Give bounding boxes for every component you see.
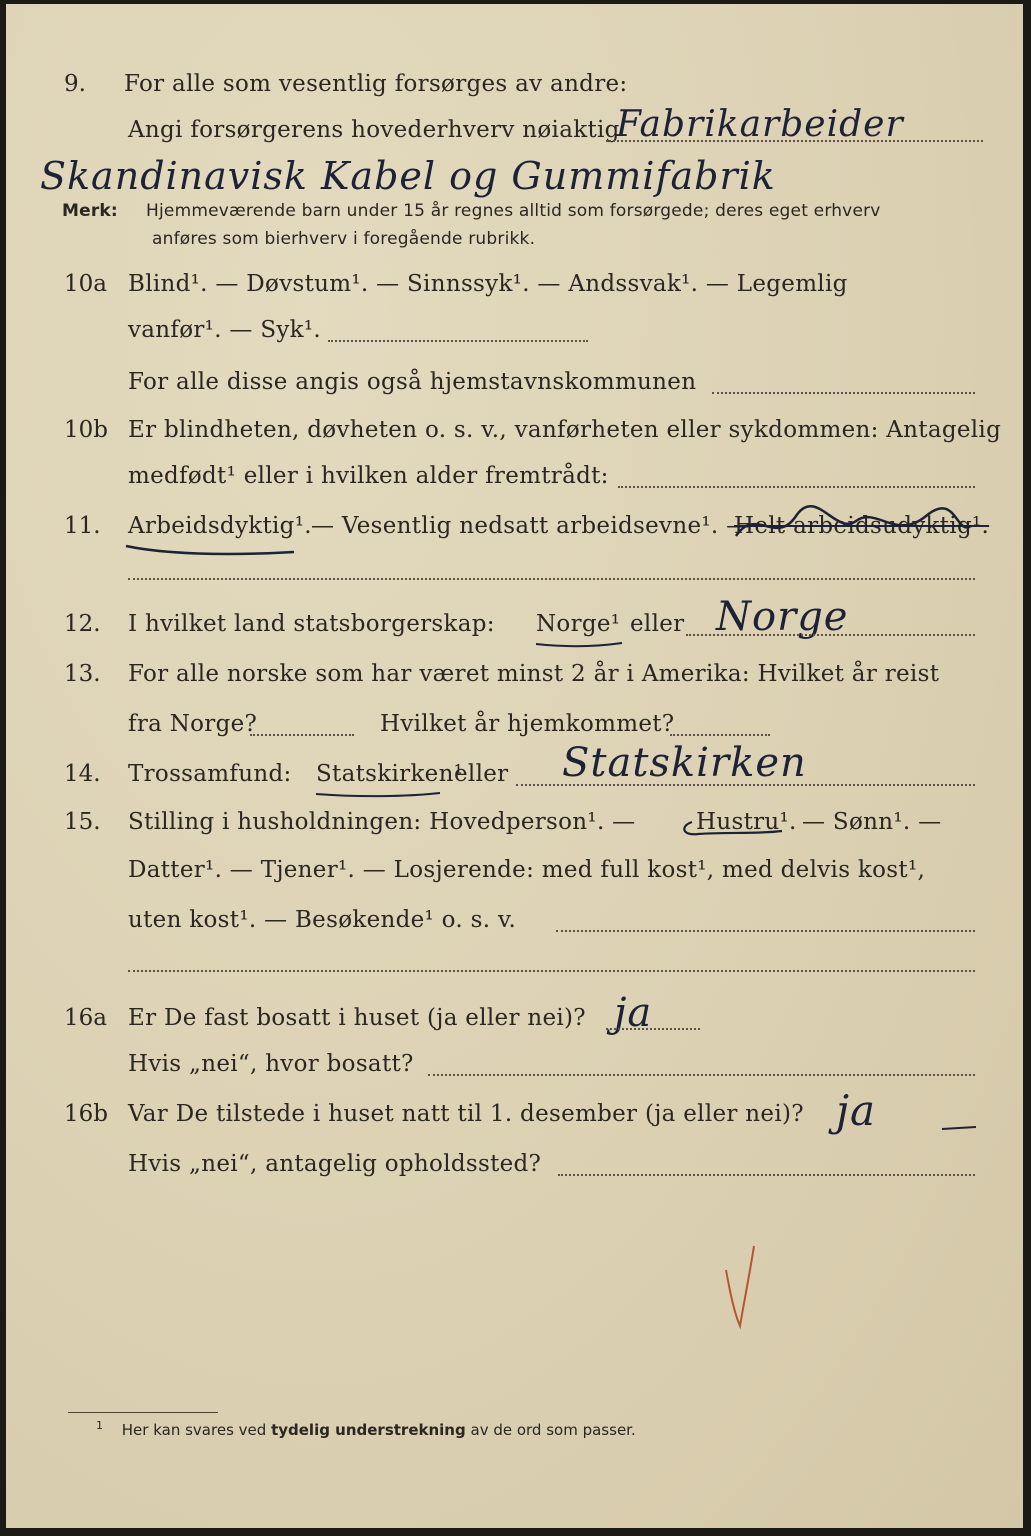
q9-answer-line	[606, 140, 983, 142]
q15-underline-stroke	[678, 816, 788, 840]
q14-line	[6, 754, 1023, 794]
q10b-number: 10b	[64, 417, 108, 443]
q16b-number: 16b	[64, 1101, 108, 1127]
q14-answer-line	[516, 784, 975, 786]
q10a-sick-line	[328, 340, 588, 342]
q16a-number: 16a	[64, 1005, 107, 1031]
q10a-line1	[6, 264, 1023, 304]
q13-text2a: fra Norge?	[128, 711, 258, 737]
q15-answer-line	[556, 930, 975, 932]
q11-underline-stroke	[124, 538, 304, 562]
q15-text3: uten kost¹. — Besøkende¹ o. s. v.	[128, 907, 517, 933]
q9-note-text1: Hjemmeværende barn under 15 år regnes alltid som forsørgede; deres eget erhverv	[146, 201, 881, 221]
q11-extra-line	[128, 578, 975, 580]
q13-line2	[6, 704, 1023, 744]
q15-number: 15.	[64, 809, 101, 835]
q15-text1c: — Sønn¹. —	[802, 809, 942, 835]
footnote-text-c: av de ord som passer.	[470, 1421, 636, 1439]
q12-text: I hvilket land statsborgerskap:	[128, 611, 495, 637]
q16b-place-line	[558, 1174, 975, 1176]
q16b-text2: Hvis „nei“, antagelig opholdssted?	[128, 1151, 542, 1177]
q9-note-text2: anføres som bierhverv i foregående rubrikk.	[152, 229, 536, 249]
q9-handwritten-occupation: Fabrikarbeider	[616, 104, 904, 145]
q14-underline-stroke	[314, 788, 444, 800]
q13-number: 13.	[64, 661, 101, 687]
q10a-text3: For alle disse angis også hjemstavnskommunen	[128, 369, 697, 395]
q14-tail: eller	[454, 761, 509, 787]
q12-underline-stroke	[534, 638, 624, 650]
q15-text2: Datter¹. — Tjener¹. — Losjerende: med full kost¹, med delvis kost¹,	[128, 857, 926, 883]
q13-return-line	[670, 734, 770, 736]
footnote-text-a: Her kan svares ved	[121, 1421, 267, 1439]
q12-number: 12.	[64, 611, 101, 637]
q9-line1	[6, 64, 1023, 104]
q9-handwritten-employer: Skandinavisk Kabel og Gummifabrik	[40, 154, 776, 198]
footnote-text-b: tydelig understrekning	[271, 1421, 466, 1439]
q16b-dash-stroke	[940, 1124, 980, 1134]
q11-opt-ablebodied: Arbeidsdyktig¹.	[128, 513, 312, 539]
q15-text1a: Stilling i husholdningen: Hovedperson¹. —	[128, 809, 636, 835]
q12-tail: eller	[630, 611, 685, 637]
q14-opt-statechurch: Statskirken¹	[316, 761, 464, 787]
q16a-handwritten-answer: ja	[614, 990, 653, 1036]
q16a-residence-line	[428, 1074, 975, 1076]
q12-handwritten-answer: Norge	[716, 594, 849, 640]
q9-text2: Angi forsørgerens hovederhverv nøiaktig	[128, 117, 620, 143]
q10b-line2	[6, 456, 1023, 496]
q16b-handwritten-answer: ja	[836, 1086, 877, 1135]
q16a-text2: Hvis „nei“, hvor bosatt?	[128, 1051, 414, 1077]
q10b-line1	[6, 410, 1023, 450]
q9-note-label: Merk:	[62, 201, 118, 221]
q12-opt-norway: Norge¹	[536, 611, 621, 637]
q10a-text2: vanfør¹. — Syk¹.	[128, 317, 322, 343]
q10a-line2	[6, 310, 1023, 350]
q15-line3	[6, 900, 1023, 940]
q11-opt-reduced: — Vesentlig nedsatt arbeidsevne¹. —	[311, 513, 750, 539]
q12-answer-line	[686, 634, 975, 636]
q14-text: Trossamfund:	[128, 761, 292, 787]
footnote	[96, 1419, 636, 1439]
q9-text1: For alle som vesentlig forsørges av andre:	[124, 71, 628, 97]
q16b-line2	[6, 1144, 1023, 1184]
q16b-text1: Var De tilstede i huset natt til 1. desember (ja eller nei)?	[128, 1101, 804, 1127]
q10a-text1: Blind¹. — Døvstum¹. — Sinnssyk¹. — Andssvak¹. — Legemlig	[128, 271, 848, 297]
q16a-answer-line	[606, 1028, 700, 1030]
footnote-mark: 1	[96, 1419, 103, 1432]
q13-line1	[6, 654, 1023, 694]
q12-line	[6, 604, 1023, 644]
q15-line2	[6, 850, 1023, 890]
q13-departure-line	[250, 734, 354, 736]
q11-number: 11.	[64, 513, 101, 539]
q10a-municipality-line	[712, 392, 975, 394]
q10a-number: 10a	[64, 271, 107, 297]
q14-number: 14.	[64, 761, 101, 787]
q11-cross-out-scribble	[726, 496, 976, 554]
q16a-text1: Er De fast bosatt i huset (ja eller nei)?	[128, 1005, 586, 1031]
q14-handwritten-answer: Statskirken	[562, 740, 807, 786]
q10b-text2: medfødt¹ eller i hvilken alder fremtrådt:	[128, 463, 609, 489]
census-form-page	[6, 4, 1023, 1528]
q15-opt-wife: Hustru¹.	[696, 809, 797, 835]
q16a-line2	[6, 1044, 1023, 1084]
q15-extra-line	[128, 970, 975, 972]
q13-text2b: Hvilket år hjemkommet?	[380, 711, 675, 737]
q10a-line3	[6, 362, 1023, 402]
q10b-answer-line	[618, 486, 975, 488]
q10b-text1: Er blindheten, døvheten o. s. v., vanførheten eller sykdommen: Antagelig	[128, 417, 1002, 443]
q13-text1: For alle norske som har været minst 2 år i Amerika: Hvilket år reist	[128, 661, 940, 687]
red-pencil-check-mark	[720, 1242, 760, 1332]
q16a-line1	[6, 998, 1023, 1038]
q9-number: 9.	[64, 71, 86, 97]
q11-opt-unable: Helt arbeidsudyktig¹.	[734, 513, 990, 539]
q15-line1	[6, 802, 1023, 842]
footnote-rule	[68, 1412, 218, 1413]
